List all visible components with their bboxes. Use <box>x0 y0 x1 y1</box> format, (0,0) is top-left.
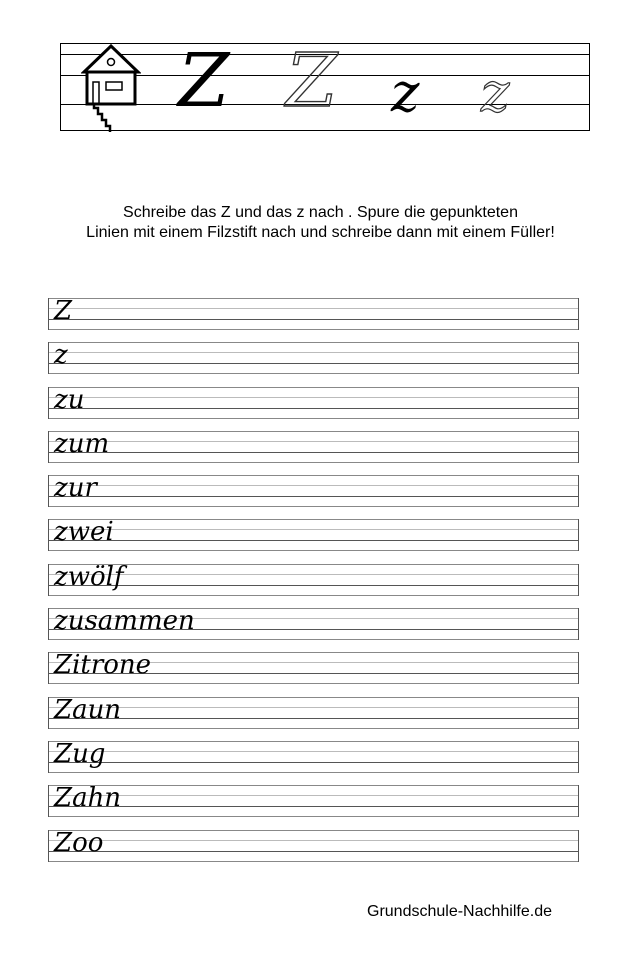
writing-row <box>48 384 579 419</box>
writing-row <box>48 785 579 817</box>
writing-row <box>48 475 579 507</box>
header-dotted-uppercase-letter: Z <box>286 38 338 124</box>
row-word: zusammen <box>54 606 195 637</box>
writing-rows <box>48 298 579 874</box>
writing-row <box>48 694 579 729</box>
row-word: zu <box>54 384 85 415</box>
row-word: Zaun <box>54 694 122 725</box>
writing-row <box>48 342 579 374</box>
writing-row <box>48 738 579 773</box>
instruction-line-1: Schreibe das Z und das z nach . Spure die gepunkteten <box>123 204 518 221</box>
writing-row <box>48 519 579 551</box>
writing-row <box>48 652 579 684</box>
instruction-line-2: Linien mit einem Filzstift nach und schreibe dann mit einem Füller! <box>86 224 555 241</box>
row-word: z <box>54 340 68 371</box>
writing-row <box>48 298 579 330</box>
letter-header-box <box>60 38 590 131</box>
row-word: zur <box>54 473 97 504</box>
header-dotted-lowercase-letter: z <box>481 61 510 124</box>
row-word: Zahn <box>54 783 122 814</box>
house-icon <box>81 44 141 134</box>
row-word: zwei <box>54 517 114 548</box>
row-word: Zitrone <box>54 650 152 681</box>
instruction-text <box>0 203 641 243</box>
writing-row <box>48 608 579 640</box>
header-uppercase-letter: Z <box>178 38 230 124</box>
footer-website: Grundschule-Nachhilfe.de <box>367 903 552 920</box>
writing-row <box>48 827 579 862</box>
row-word: zwölf <box>54 561 124 592</box>
row-word: zum <box>54 428 110 459</box>
writing-row <box>48 561 579 596</box>
writing-row <box>48 428 579 463</box>
row-word: Zoo <box>54 827 104 858</box>
header-lowercase-letter: z <box>391 61 420 124</box>
row-word: Zug <box>54 738 106 769</box>
row-word: Z <box>54 296 73 326</box>
